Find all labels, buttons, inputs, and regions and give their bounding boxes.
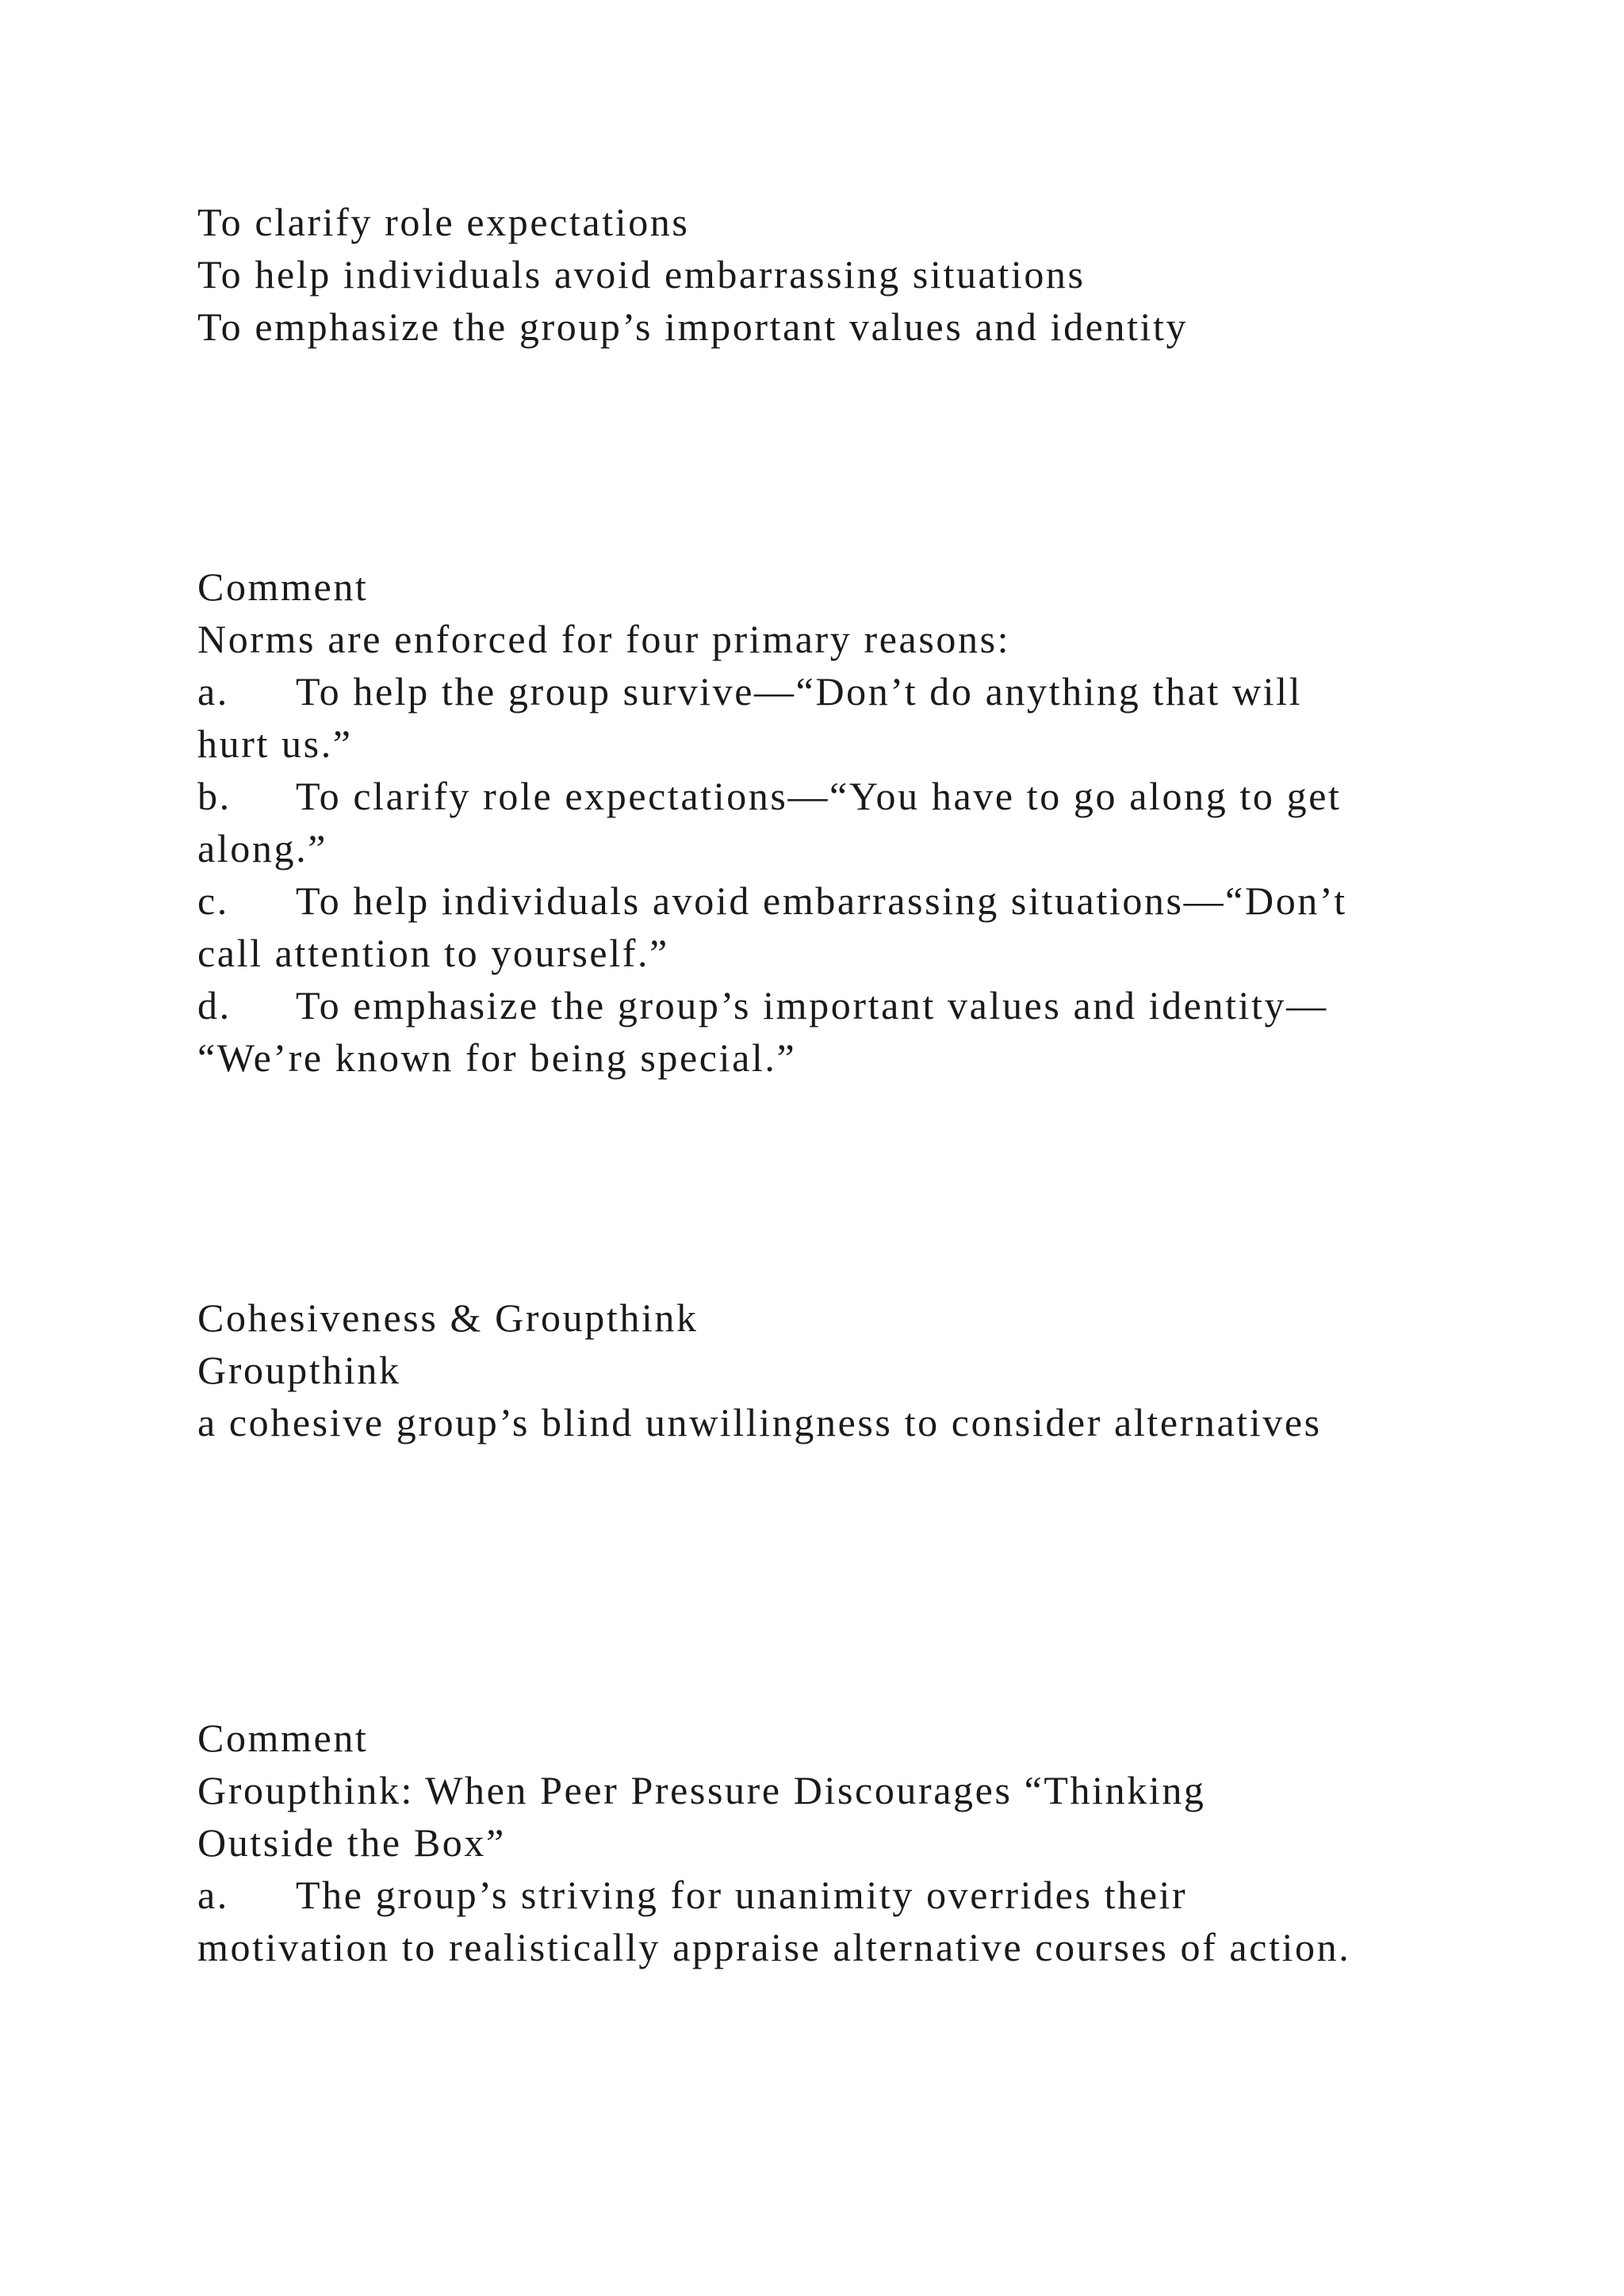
list-item-continuation: hurt us.” bbox=[197, 721, 353, 766]
comment-intro: Norms are enforced for four primary reasons: bbox=[197, 617, 1011, 661]
list-item-text: The group’s striving for unanimity overrides their bbox=[296, 1873, 1188, 1917]
list-marker: a. bbox=[197, 669, 229, 714]
comment-title: Groupthink: When Peer Pressure Discourages “Thinking bbox=[197, 1768, 1206, 1812]
list-item-continuation: motivation to realistically appraise alternative courses of action. bbox=[197, 1925, 1351, 1969]
list-item-continuation: along.” bbox=[197, 826, 327, 871]
list-marker: d. bbox=[197, 983, 232, 1027]
list-item-continuation: “We’re known for being special.” bbox=[197, 1035, 797, 1080]
comment-heading: Comment bbox=[197, 564, 369, 609]
list-marker: b. bbox=[197, 774, 232, 818]
list-marker: a. bbox=[197, 1873, 229, 1917]
text-line: To help individuals avoid embarrassing situations bbox=[197, 252, 1086, 297]
list-item bbox=[197, 979, 1328, 1031]
comment-title-continuation: Outside the Box” bbox=[197, 1820, 506, 1865]
section-title: Cohesiveness & Groupthink bbox=[197, 1295, 699, 1340]
definition: a cohesive group’s blind unwillingness to consider alternatives bbox=[197, 1400, 1322, 1445]
list-item-text: To help individuals avoid embarrassing situations—“Don’t bbox=[296, 878, 1347, 923]
list-item-text: To help the group survive—“Don’t do anything that will bbox=[296, 669, 1303, 714]
comment-heading: Comment bbox=[197, 1716, 369, 1760]
term: Groupthink bbox=[197, 1348, 401, 1392]
list-item bbox=[197, 665, 1302, 718]
list-item-continuation: call attention to yourself.” bbox=[197, 931, 669, 975]
list-item-text: To emphasize the group’s important values and identity— bbox=[296, 983, 1328, 1027]
list-item bbox=[197, 874, 1347, 927]
list-marker: c. bbox=[197, 878, 229, 923]
list-item bbox=[197, 1869, 1187, 1921]
list-item bbox=[197, 770, 1342, 822]
text-line: To emphasize the group’s important values and identity bbox=[197, 304, 1189, 349]
list-item-text: To clarify role expectations—“You have to go along to get bbox=[296, 774, 1342, 818]
text-line: To clarify role expectations bbox=[197, 200, 690, 244]
